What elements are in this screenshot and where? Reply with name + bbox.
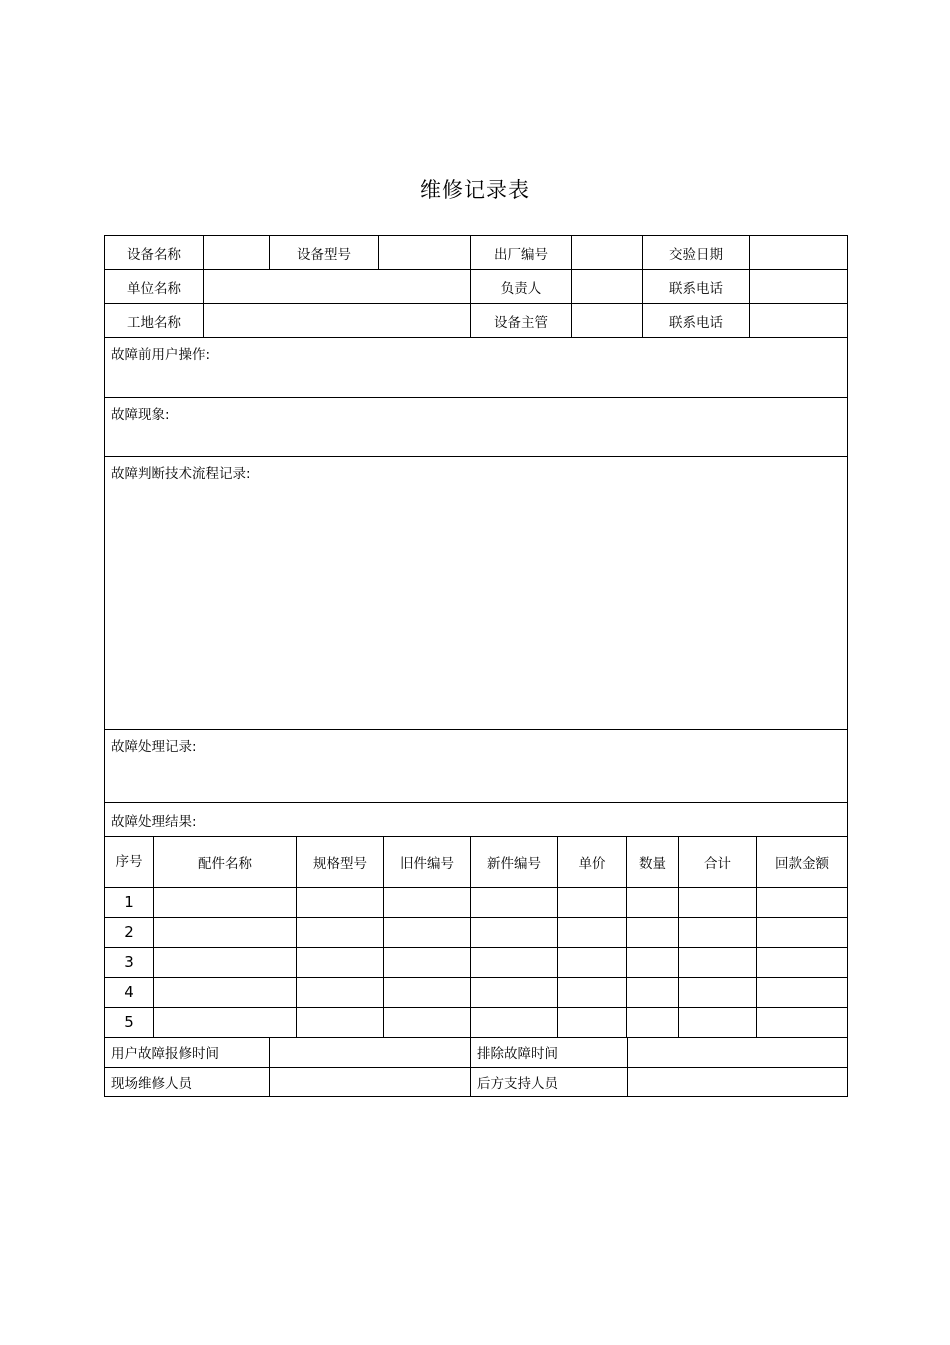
cell[interactable] xyxy=(384,1007,471,1037)
equipment-model-field[interactable] xyxy=(379,236,471,270)
row-number: 5 xyxy=(105,1007,154,1037)
parts-header-row xyxy=(105,837,848,887)
contact-phone-field[interactable] xyxy=(750,270,848,304)
delivery-date-field[interactable] xyxy=(750,236,848,270)
row-number: 3 xyxy=(105,947,154,977)
row-number: 2 xyxy=(105,917,154,947)
unit-name-field[interactable] xyxy=(204,270,471,304)
footer-row-1 xyxy=(105,1038,848,1068)
footer-table xyxy=(104,1038,848,1098)
clear-time-label: 排除故障时间 xyxy=(471,1038,628,1068)
cell[interactable] xyxy=(679,887,757,917)
cell[interactable] xyxy=(627,887,679,917)
backend-staff-label: 后方支持人员 xyxy=(471,1068,628,1097)
cell[interactable] xyxy=(471,977,558,1007)
cell[interactable] xyxy=(384,887,471,917)
cell[interactable] xyxy=(558,887,627,917)
col-unit-price: 单价 xyxy=(558,837,627,887)
cell[interactable] xyxy=(297,1007,384,1037)
cell[interactable] xyxy=(757,947,848,977)
cell[interactable] xyxy=(297,977,384,1007)
cell[interactable] xyxy=(297,947,384,977)
cell[interactable] xyxy=(471,917,558,947)
col-part-name: 配件名称 xyxy=(154,837,297,887)
onsite-staff-field[interactable] xyxy=(270,1068,471,1097)
info-row-1 xyxy=(105,236,848,270)
clear-time-field[interactable] xyxy=(628,1038,848,1068)
parts-table xyxy=(104,837,848,1038)
cell[interactable] xyxy=(627,1007,679,1037)
cell[interactable] xyxy=(558,977,627,1007)
row-number: 4 xyxy=(105,977,154,1007)
cell[interactable] xyxy=(679,917,757,947)
cell[interactable] xyxy=(154,887,297,917)
cell[interactable] xyxy=(757,887,848,917)
report-time-field[interactable] xyxy=(270,1038,471,1068)
cell[interactable] xyxy=(471,947,558,977)
cell[interactable] xyxy=(471,887,558,917)
col-new-number: 新件编号 xyxy=(471,837,558,887)
cell[interactable] xyxy=(757,917,848,947)
maintenance-form xyxy=(104,235,847,1097)
table-row xyxy=(105,1007,848,1037)
equipment-supervisor-label: 设备主管 xyxy=(471,304,572,338)
row-number: 1 xyxy=(105,887,154,917)
col-old-number: 旧件编号 xyxy=(384,837,471,887)
backend-staff-field[interactable] xyxy=(628,1068,848,1097)
phenomenon-section[interactable]: 故障现象: xyxy=(105,398,848,457)
cell[interactable] xyxy=(384,977,471,1007)
cell[interactable] xyxy=(154,947,297,977)
footer-row-2 xyxy=(105,1068,848,1097)
equipment-name-field[interactable] xyxy=(204,236,270,270)
info-row-2 xyxy=(105,270,848,304)
cell[interactable] xyxy=(154,917,297,947)
cell[interactable] xyxy=(679,947,757,977)
cell[interactable] xyxy=(558,917,627,947)
cell[interactable] xyxy=(297,917,384,947)
equipment-info-table xyxy=(104,235,848,837)
col-total: 合计 xyxy=(679,837,757,887)
factory-number-field[interactable] xyxy=(572,236,643,270)
responsible-person-field[interactable] xyxy=(572,270,643,304)
result-section[interactable]: 故障处理结果: xyxy=(105,803,848,837)
cell[interactable] xyxy=(154,1007,297,1037)
site-name-field[interactable] xyxy=(204,304,471,338)
cell[interactable] xyxy=(627,977,679,1007)
col-quantity: 数量 xyxy=(627,837,679,887)
delivery-date-label: 交验日期 xyxy=(643,236,750,270)
responsible-person-label: 负责人 xyxy=(471,270,572,304)
diagnosis-section[interactable]: 故障判断技术流程记录: xyxy=(105,457,848,730)
site-name-label: 工地名称 xyxy=(105,304,204,338)
cell[interactable] xyxy=(679,977,757,1007)
table-row xyxy=(105,947,848,977)
cell[interactable] xyxy=(471,1007,558,1037)
cell[interactable] xyxy=(627,947,679,977)
cell[interactable] xyxy=(627,917,679,947)
cell[interactable] xyxy=(558,1007,627,1037)
cell[interactable] xyxy=(297,887,384,917)
cell[interactable] xyxy=(154,977,297,1007)
info-row-3 xyxy=(105,304,848,338)
cell[interactable] xyxy=(757,977,848,1007)
report-time-label: 用户故障报修时间 xyxy=(105,1038,270,1068)
table-row xyxy=(105,917,848,947)
cell[interactable] xyxy=(757,1007,848,1037)
cell[interactable] xyxy=(558,947,627,977)
equipment-name-label: 设备名称 xyxy=(105,236,204,270)
contact-phone-2-label: 联系电话 xyxy=(643,304,750,338)
handling-section[interactable]: 故障处理记录: xyxy=(105,730,848,803)
cell[interactable] xyxy=(679,1007,757,1037)
pre-operation-section[interactable]: 故障前用户操作: xyxy=(105,338,848,398)
onsite-staff-label: 现场维修人员 xyxy=(105,1068,270,1097)
table-row xyxy=(105,887,848,917)
col-spec: 规格型号 xyxy=(297,837,384,887)
col-payment: 回款金额 xyxy=(757,837,848,887)
equipment-supervisor-field[interactable] xyxy=(572,304,643,338)
contact-phone-2-field[interactable] xyxy=(750,304,848,338)
factory-number-label: 出厂编号 xyxy=(471,236,572,270)
cell[interactable] xyxy=(384,917,471,947)
cell[interactable] xyxy=(384,947,471,977)
col-seq: 序号 xyxy=(105,837,154,887)
equipment-model-label: 设备型号 xyxy=(270,236,379,270)
document-title: 维修记录表 xyxy=(420,178,530,202)
unit-name-label: 单位名称 xyxy=(105,270,204,304)
contact-phone-label: 联系电话 xyxy=(643,270,750,304)
table-row xyxy=(105,977,848,1007)
